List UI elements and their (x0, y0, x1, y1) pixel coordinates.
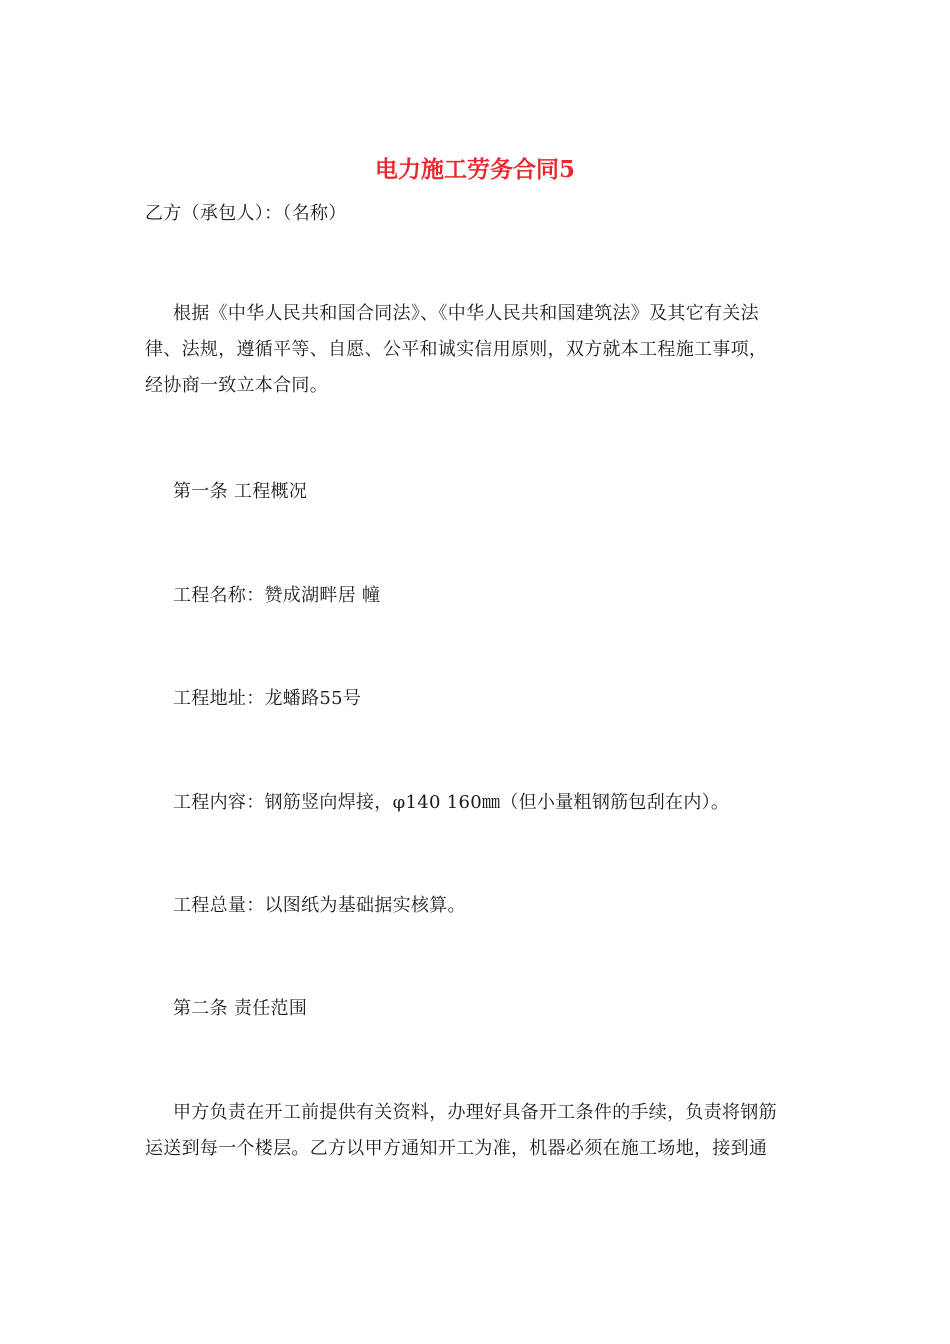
project-content-line: 工程内容：钢筋竖向焊接，φ140 160㎜（但小量粗钢筋包刮在内）。 (173, 792, 730, 813)
project-address-line: 工程地址：龙蟠路55号 (173, 688, 362, 709)
article-2-heading: 第二条 责任范围 (173, 998, 308, 1019)
article-2-paragraph (145, 1095, 815, 1167)
article-2-line-1: 甲方负责在开工前提供有关资料，办理好具备开工条件的手续，负责将钢筋 (173, 1102, 777, 1123)
project-total-line: 工程总量：以图纸为基础据实核算。 (173, 895, 466, 916)
intro-paragraph (145, 296, 815, 404)
intro-line-3: 经协商一致立本合同。 (145, 375, 328, 396)
document-title: 电力施工劳务合同5 (374, 156, 575, 183)
intro-line-1: 根据《中华人民共和国合同法》、《中华人民共和国建筑法》及其它有关法 (173, 303, 759, 324)
intro-line-2: 律、法规，遵循平等、自愿、公平和诚实信用原则，双方就本工程施工事项， (145, 339, 768, 360)
party-b-line: 乙方（承包人）：（名称） (145, 203, 347, 224)
article-2-line-2: 运送到每一个楼层。乙方以甲方通知开工为准，机器必须在施工场地，接到通 (145, 1138, 768, 1159)
project-name-line: 工程名称：赞成湖畔居 幢 (173, 585, 381, 606)
article-1-heading: 第一条 工程概况 (173, 481, 308, 502)
